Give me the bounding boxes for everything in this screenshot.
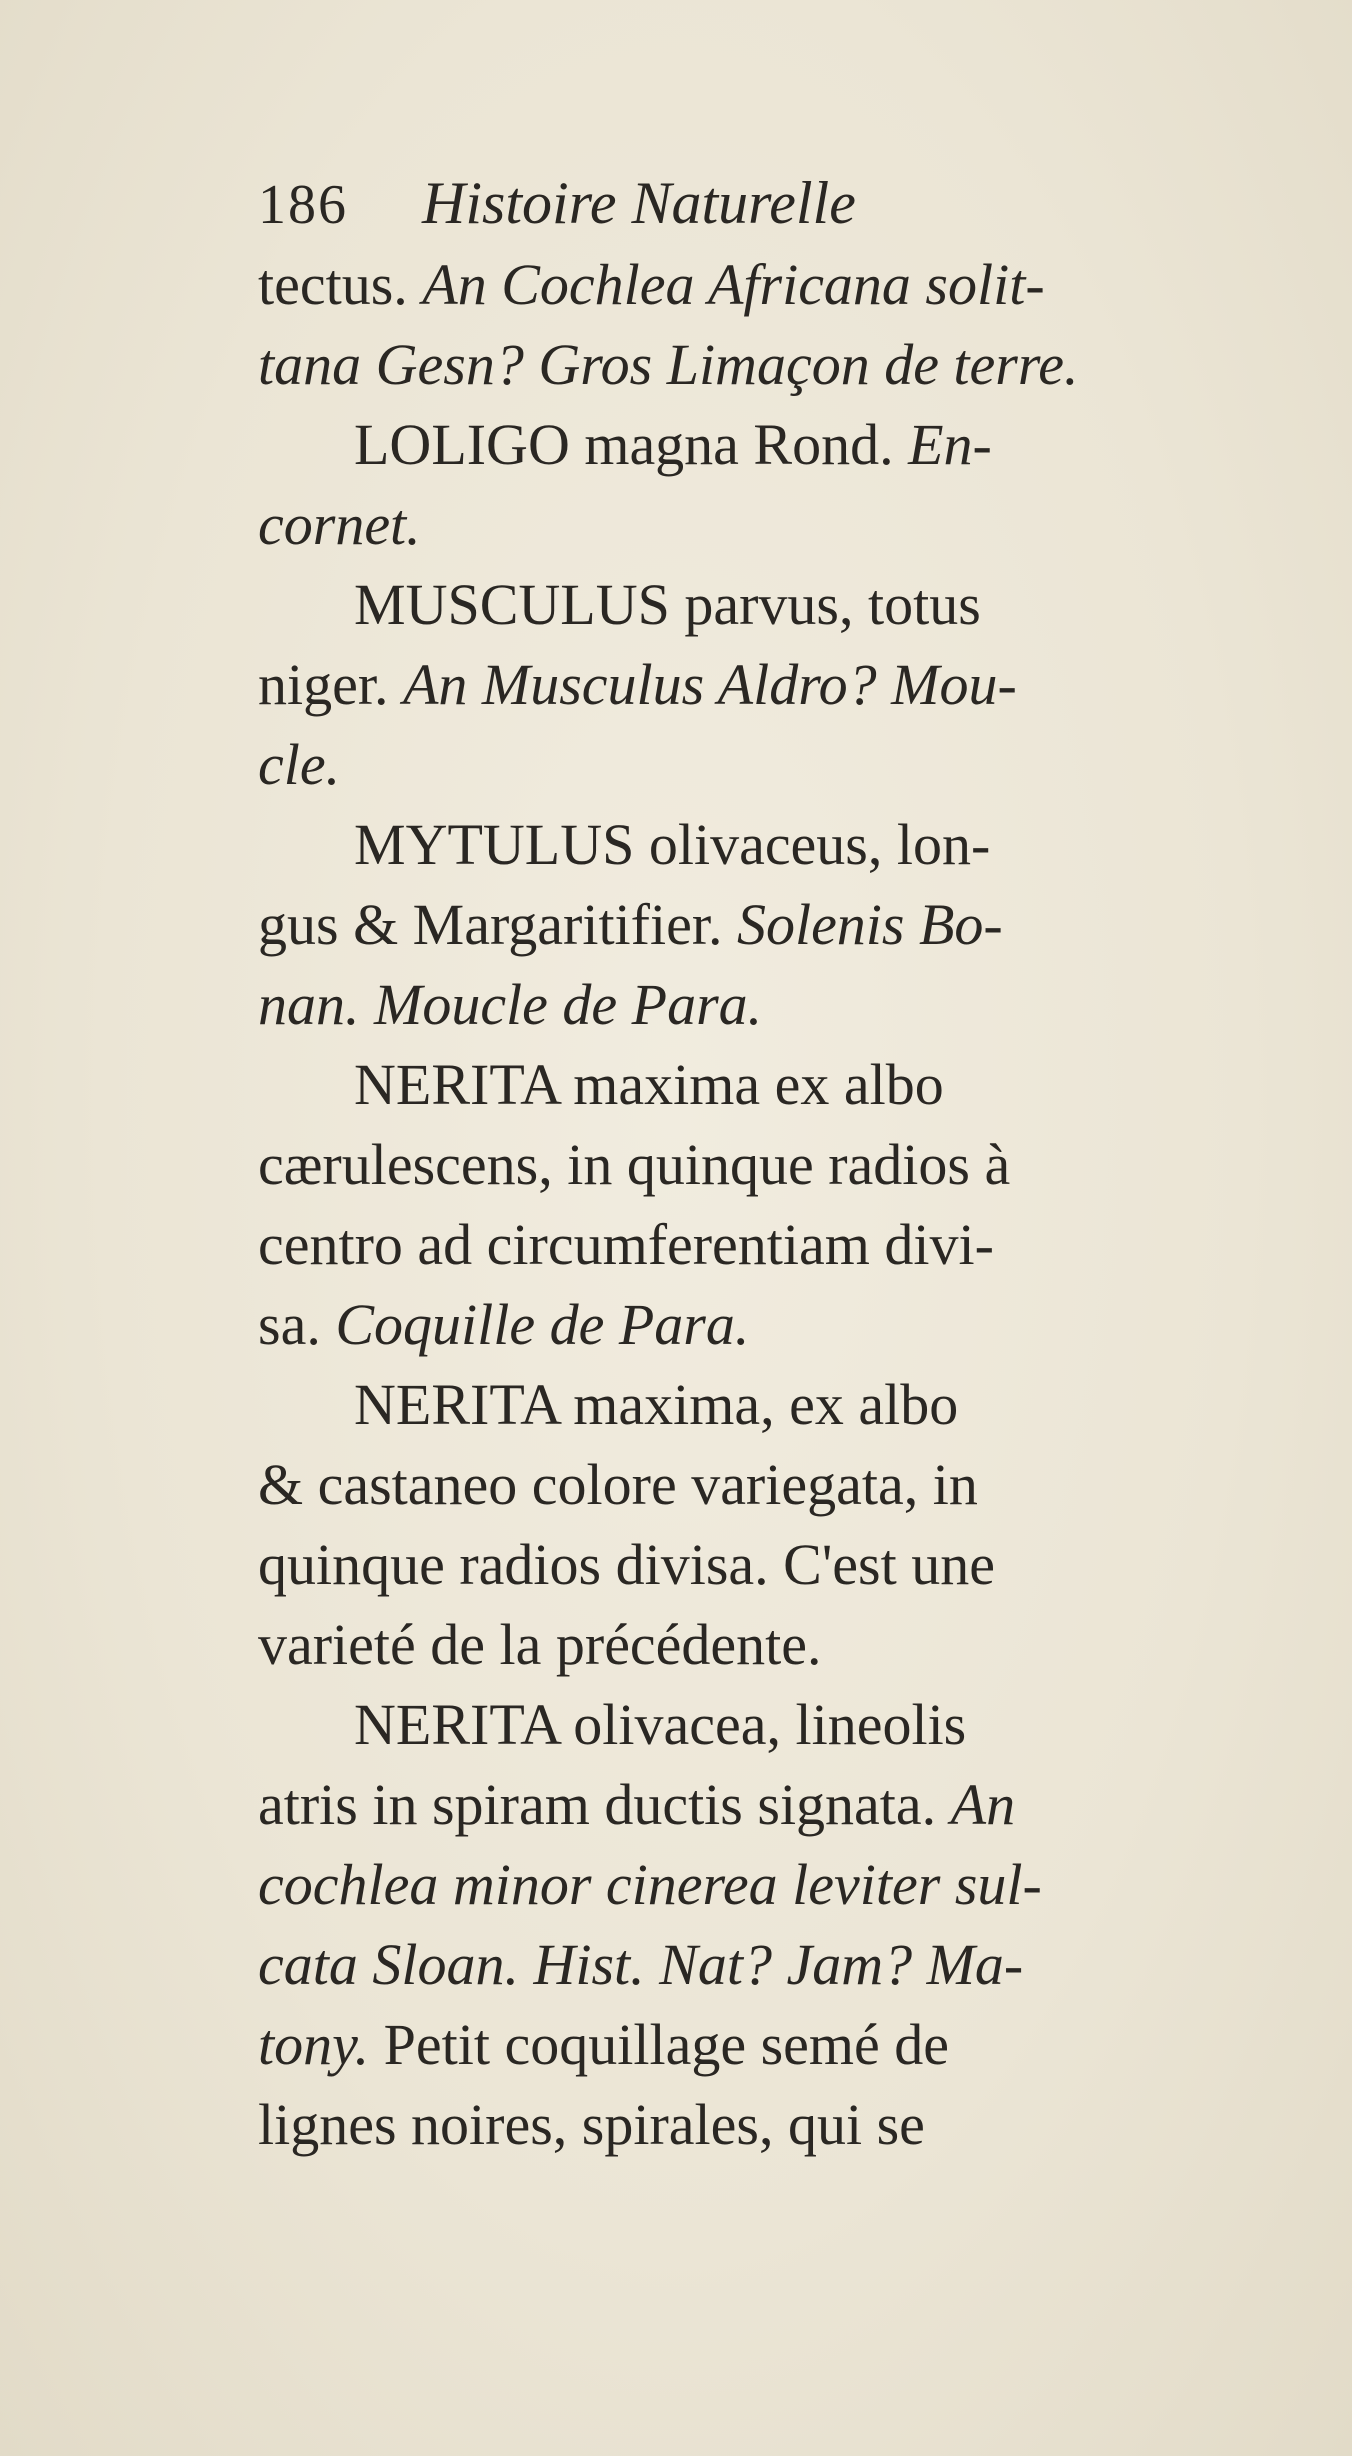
- text-line: [258, 1205, 1248, 1285]
- roman-text: MYTULUS olivaceus, lon-: [354, 812, 991, 877]
- text-line: [258, 325, 1248, 405]
- roman-text: sa.: [258, 1292, 336, 1357]
- roman-text: MUSCULUS parvus, totus: [354, 572, 981, 637]
- roman-text: niger.: [258, 652, 403, 717]
- text-line: [258, 645, 1248, 725]
- roman-text: NERITA maxima ex albo: [354, 1052, 944, 1117]
- text-line: [258, 1285, 1248, 1365]
- italic-text: nan. Moucle de Para.: [258, 972, 763, 1037]
- italic-text: cle.: [258, 732, 341, 797]
- italic-text: tana Gesn? Gros Limaçon de terre.: [258, 332, 1079, 397]
- text-line: [258, 485, 1248, 565]
- page-header: [258, 168, 1158, 238]
- roman-text: & castaneo colore variegata, in: [258, 1452, 978, 1517]
- text-line: [258, 565, 1248, 645]
- italic-text: cornet.: [258, 492, 421, 557]
- roman-text: Petit coquillage semé de: [383, 2012, 950, 2077]
- roman-text: cærulescens, in quinque radios à: [258, 1132, 1011, 1197]
- text-line: [258, 1125, 1248, 1205]
- text-line: [258, 405, 1248, 485]
- text-line: [258, 965, 1248, 1045]
- text-line: [258, 1045, 1248, 1125]
- italic-text: An: [950, 1772, 1016, 1837]
- text-line: [258, 1525, 1248, 1605]
- roman-text: gus & Margaritifier.: [258, 892, 737, 957]
- italic-text: cochlea minor cinerea leviter sul-: [258, 1852, 1042, 1917]
- italic-text: cata Sloan. Hist. Nat? Jam? Ma-: [258, 1932, 1024, 1997]
- italic-text: Solenis Bo-: [736, 892, 1003, 957]
- text-line: [258, 805, 1248, 885]
- roman-text: lignes noires, spirales, qui se: [258, 2092, 925, 2157]
- text-line: [258, 1365, 1248, 1445]
- roman-text: tectus.: [258, 252, 423, 317]
- page-number: 186: [258, 174, 348, 236]
- text-line: [258, 245, 1248, 325]
- roman-text: atris in spiram ductis signata.: [258, 1772, 951, 1837]
- text-line: [258, 2085, 1248, 2165]
- roman-text: varieté de la précédente.: [258, 1612, 822, 1677]
- italic-text: tony.: [258, 2012, 384, 2077]
- italic-text: En-: [908, 412, 992, 477]
- italic-text: An Cochlea Africana solit-: [422, 252, 1045, 317]
- roman-text: centro ad circumferentiam divi-: [258, 1212, 994, 1277]
- text-line: [258, 1765, 1248, 1845]
- roman-text: NERITA olivacea, lineolis: [354, 1692, 967, 1757]
- text-line: [258, 725, 1248, 805]
- text-line: [258, 1605, 1248, 1685]
- text-line: [258, 2005, 1248, 2085]
- roman-text: quinque radios divisa. C'est une: [258, 1532, 995, 1597]
- roman-text: LOLIGO magna Rond.: [354, 412, 909, 477]
- italic-text: An Musculus Aldro? Mou-: [402, 652, 1017, 717]
- italic-text: Coquille de Para.: [335, 1292, 750, 1357]
- text-line: [258, 1845, 1248, 1925]
- running-title: Histoire Naturelle: [422, 170, 856, 236]
- text-line: [258, 1925, 1248, 2005]
- text-line: [258, 1685, 1248, 1765]
- roman-text: NERITA maxima, ex albo: [354, 1372, 959, 1437]
- text-line: [258, 885, 1248, 965]
- body-text: [258, 245, 1248, 2165]
- text-line: [258, 1445, 1248, 1525]
